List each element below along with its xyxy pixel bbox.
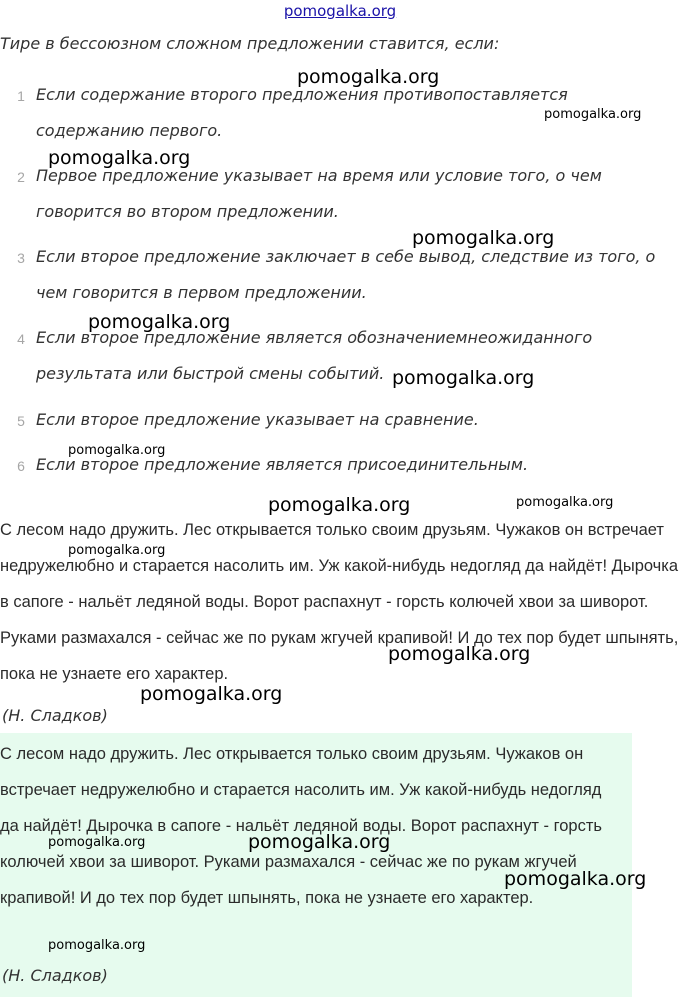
item-number: 6 (17, 458, 25, 474)
story-text: С лесом надо дружить. Лес открывается только своим друзьям. Чужаков он встречает недружелюбно и старается насолить им. Уж какой-нибудь недогляд да найдёт! Дырочка в сапоге - нальёт ледяной воды. Ворот распахнут - горсть колючей хвои за шиворот. Руками размахался - сейчас же по рукам жгучей крапивой! И до тех пор будет шпынять, пока не узнаете его характер. (0, 521, 679, 683)
watermark-text: pomogalka.org (504, 868, 647, 890)
item-number: 5 (17, 413, 25, 429)
watermark-text: pomogalka.org (388, 643, 531, 665)
watermark-text: pomogalka.org (392, 367, 535, 389)
item-number: 2 (17, 169, 25, 185)
item-text: Если второе предложение указывает на сравнение. (36, 410, 479, 429)
item-number: 3 (17, 250, 25, 266)
watermark-text: pomogalka.org (140, 683, 283, 705)
watermark-text: pomogalka.org (68, 443, 166, 458)
item-text: Первое предложение указывает на время или условие того, о чем говорится во втором предложении. (36, 166, 602, 221)
watermark-text: pomogalka.org (248, 831, 391, 853)
highlighted-story-author: (Н. Сладков) (2, 966, 108, 985)
watermark-text: pomogalka.org (516, 495, 614, 510)
item-text: Если содержание второго предложения противопоставляется содержанию первого. (36, 85, 568, 140)
watermark-text: pomogalka.org (88, 311, 231, 333)
watermark-text: pomogalka.org (48, 835, 146, 850)
watermark-text: pomogalka.org (48, 147, 191, 169)
watermark-text: pomogalka.org (48, 938, 146, 953)
watermark-text: pomogalka.org (412, 227, 555, 249)
watermark-text: pomogalka.org (68, 543, 166, 558)
watermark-text: pomogalka.org (297, 66, 440, 88)
watermark-text: pomogalka.org (544, 107, 642, 122)
story-author: (Н. Сладков) (2, 706, 108, 725)
item-text: Если второе предложение является присоединительным. (36, 455, 529, 474)
intro-heading: Тире в бессоюзном сложном предложении ставится, если: (0, 34, 500, 53)
site-link[interactable]: pomogalka.org (283, 2, 397, 20)
watermark-text: pomogalka.org (268, 494, 411, 516)
item-number: 1 (17, 88, 25, 104)
item-number: 4 (17, 331, 25, 347)
item-text: Если вторoе предложение заключает в себе вывод, следствие из того, о чем говорится в первом предложении. (36, 247, 656, 302)
highlighted-story-text: С лесом надо дружить. Лес открывается только своим друзьям. Чужаков он встречает недружелюбно и старается насолить им. Уж какой-нибудь недогляд да найдёт! Дырочка в сапоге - нальёт ледяной воды. Ворот распахнут - горсть колючей хвои за шиворот. Руками размахался - сейчас же по рукам жгучей крапивой! И до тех пор будет шпынять, пока не узнаете его характер. (0, 745, 603, 907)
item-text: Если второе предложение является обозначениемнеожиданного результата или быстрой смены событий. (36, 328, 593, 383)
